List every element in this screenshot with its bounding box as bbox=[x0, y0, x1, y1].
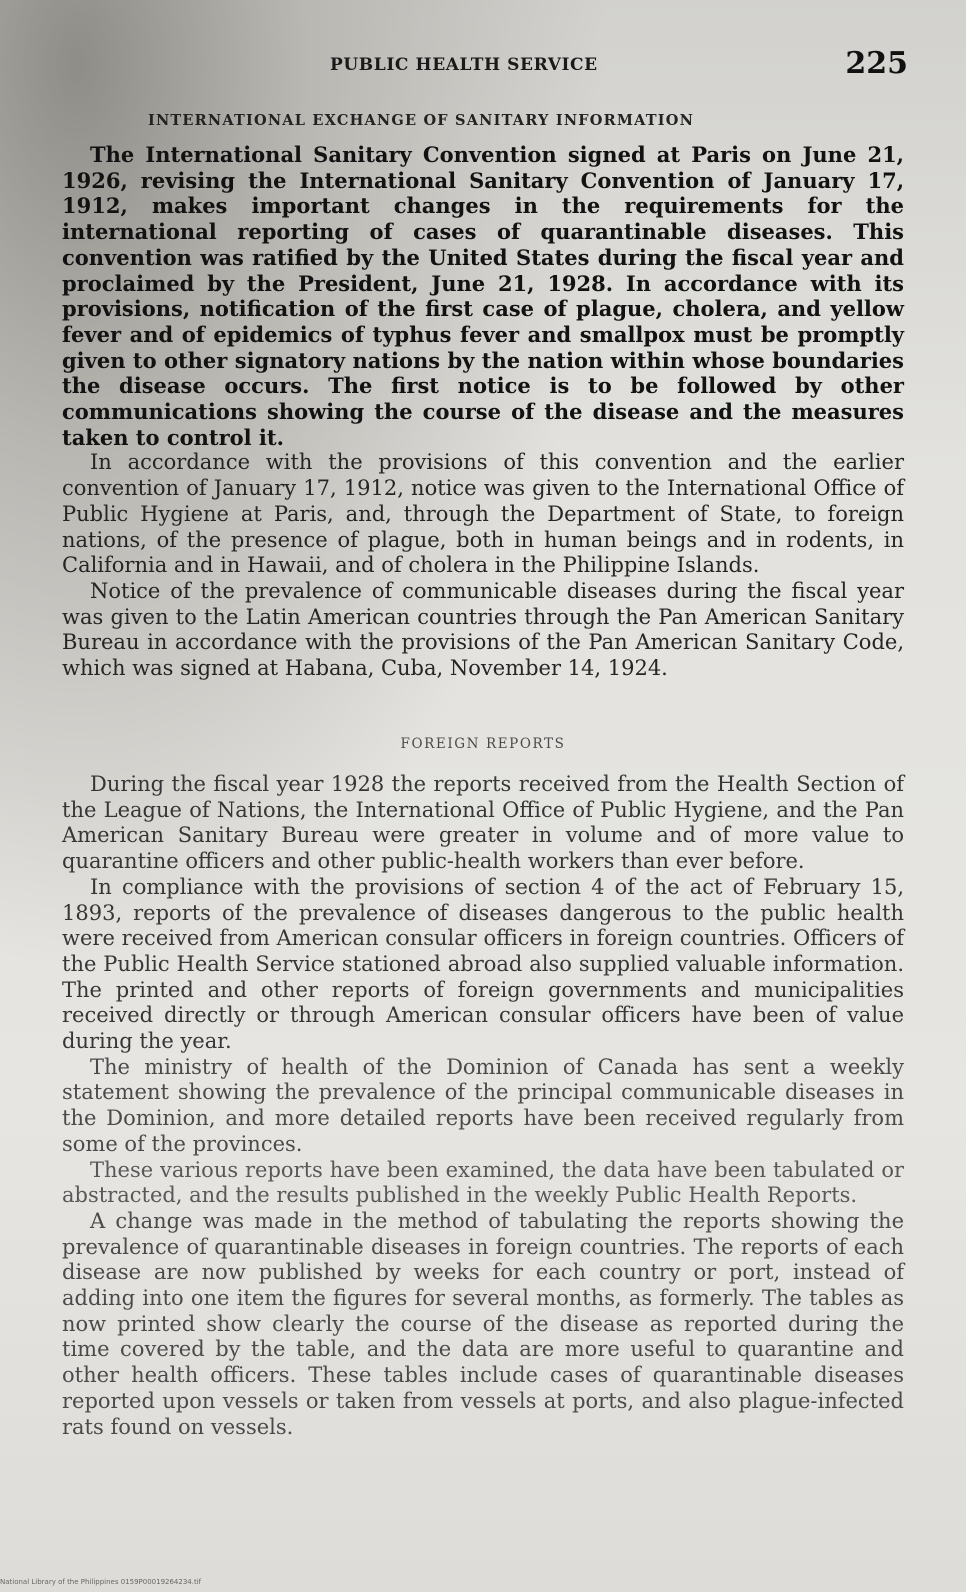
paragraph: In compliance with the provisions of section 4 of the act of February 15, 1893, reports of the prevalence of diseases dangerous to the public health were received from American consular officers in foreign countries. Officers of the Public Health Service stationed abroad also supplied valuable information. The printed and other reports of foreign governments and municipalities received directly or through American consular officers have been of value during the year. bbox=[62, 874, 904, 1054]
paragraph: The International Sanitary Convention signed at Paris on June 21, 1926, revising the International Sanitary Convention of January 17, 1912, makes important changes in the requirements for the international reporting of cases of quarantinable diseases. This convention was ratified by the United States during the fiscal year and proclaimed by the President, June 21, 1928. In accordance with its provisions, notification of the first case of plague, cholera, and yellow fever and of epidemics of typhus fever and smallpox must be promptly given to other signatory nations by the nation within whose boundaries the disease occurs. The first notice is to be followed by other communications showing the course of the disease and the measures taken to control it. bbox=[62, 142, 904, 450]
paragraph: Notice of the prevalence of communicable diseases during the fiscal year was given to the Latin American countries through the Pan American Sanitary Bureau in accordance with the provisions of the Pan American Sanitary Code, which was signed at Habana, Cuba, November 14, 1924. bbox=[62, 578, 904, 681]
section-heading: INTERNATIONAL EXCHANGE OF SANITARY INFORMATION bbox=[148, 112, 695, 129]
paragraph: A change was made in the method of tabulating the reports showing the prevalence of quarantinable diseases in foreign countries. The reports of each disease are now published by weeks for each country or port, instead of adding into one item the figures for several months, as formerly. The tables as now printed show clearly the course of the disease as reported during the time covered by the table, and the data are more useful to quarantine and other health officers. These tables include cases of quarantinable diseases reported upon vessels or taken from vessels at ports, and also plague-infected rats found on vessels. bbox=[62, 1208, 904, 1439]
scan-credit: National Library of the Philippines 0159P00019264234.tif bbox=[0, 1578, 202, 1586]
paragraph: In accordance with the provisions of this convention and the earlier convention of January 17, 1912, notice was given to the International Office of Public Hygiene at Paris, and, through the Department of State, to foreign nations, of the presence of plague, both in human beings and in rodents, in California and in Hawaii, and of cholera in the Philippine Islands. bbox=[62, 450, 904, 578]
paragraph: These various reports have been examined, the data have been tabulated or abstracted, and the results published in the weekly Public Health Reports. bbox=[62, 1157, 904, 1208]
subsection-body bbox=[62, 772, 904, 1440]
subsection-heading: FOREIGN REPORTS bbox=[400, 736, 566, 752]
page-number: 225 bbox=[845, 46, 908, 81]
paragraph: During the fiscal year 1928 the reports received from the Health Section of the League of Nations, the International Office of Public Hygiene, and the Pan American Sanitary Bureau were greater in volume and of more value to quarantine officers and other public-health workers than ever before. bbox=[62, 772, 904, 874]
paragraph: The ministry of health of the Dominion of Canada has sent a weekly statement showing the prevalence of the principal communicable diseases in the Dominion, and more detailed reports have been received regularly from some of the provinces. bbox=[62, 1054, 904, 1156]
running-head: PUBLIC HEALTH SERVICE bbox=[330, 55, 598, 75]
section-body bbox=[62, 142, 904, 682]
